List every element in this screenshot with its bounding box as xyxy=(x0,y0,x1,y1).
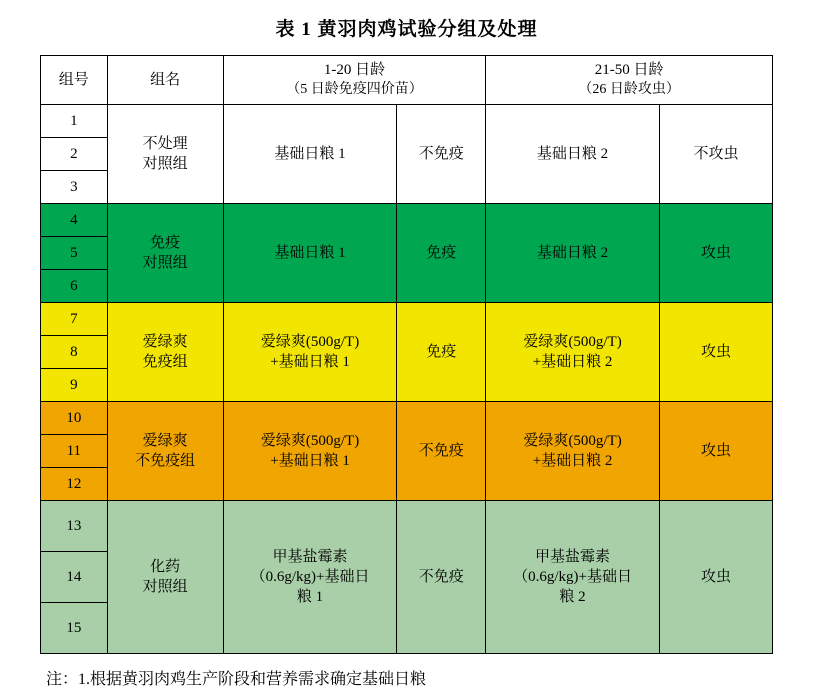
group-name: 不处理 对照组 xyxy=(107,105,223,204)
group-number: 8 xyxy=(41,336,108,369)
table-row xyxy=(41,204,773,237)
table-header xyxy=(41,56,773,105)
phase2-challenge: 不攻虫 xyxy=(659,105,772,204)
phase1-diet: 爱绿爽(500g/T) +基础日粮 1 xyxy=(223,303,397,402)
table-row xyxy=(41,105,773,138)
experiment-design-table xyxy=(40,55,773,654)
table-row xyxy=(41,303,773,336)
phase2-diet: 基础日粮 2 xyxy=(486,105,660,204)
group-number: 13 xyxy=(41,501,108,552)
phase1-immunization: 不免疫 xyxy=(397,105,486,204)
group-name: 爱绿爽 不免疫组 xyxy=(107,402,223,501)
phase1-immunization: 免疫 xyxy=(397,303,486,402)
group-number: 3 xyxy=(41,171,108,204)
phase1-immunization: 不免疫 xyxy=(397,501,486,654)
phase2-subtitle: （26 日龄攻虫） xyxy=(578,81,680,97)
group-name: 免疫 对照组 xyxy=(107,204,223,303)
phase1-immunization: 不免疫 xyxy=(397,402,486,501)
group-number: 10 xyxy=(41,402,108,435)
header-cell-phase1 xyxy=(223,56,486,105)
phase2-challenge: 攻虫 xyxy=(659,402,772,501)
header-cell-group-no: 组号 xyxy=(41,56,108,105)
phase1-diet: 基础日粮 1 xyxy=(223,204,397,303)
table-row xyxy=(41,402,773,435)
header-cell-group-name: 组名 xyxy=(107,56,223,105)
group-number: 2 xyxy=(41,138,108,171)
phase2-challenge: 攻虫 xyxy=(659,501,772,654)
phase1-diet: 甲基盐霉素 （0.6g/kg)+基础日 粮 1 xyxy=(223,501,397,654)
phase2-challenge: 攻虫 xyxy=(659,303,772,402)
phase2-challenge: 攻虫 xyxy=(659,204,772,303)
page-title: 表 1 黄羽肉鸡试验分组及处理 xyxy=(275,19,538,40)
group-number: 9 xyxy=(41,369,108,402)
table-body xyxy=(41,105,773,654)
phase2-diet: 爱绿爽(500g/T) +基础日粮 2 xyxy=(486,402,660,501)
table-note: 注：1.根据黄羽肉鸡生产阶段和营养需求确定基础日粮 xyxy=(46,671,427,688)
group-number: 5 xyxy=(41,237,108,270)
group-number: 6 xyxy=(41,270,108,303)
header-cell-phase2 xyxy=(486,56,773,105)
phase1-diet: 爱绿爽(500g/T) +基础日粮 1 xyxy=(223,402,397,501)
phase2-diet: 爱绿爽(500g/T) +基础日粮 2 xyxy=(486,303,660,402)
table-row xyxy=(41,501,773,552)
phase2-diet: 甲基盐霉素 （0.6g/kg)+基础日 粮 2 xyxy=(486,501,660,654)
group-number: 1 xyxy=(41,105,108,138)
phase1-diet: 基础日粮 1 xyxy=(223,105,397,204)
group-name: 化药 对照组 xyxy=(107,501,223,654)
group-number: 7 xyxy=(41,303,108,336)
group-name: 爱绿爽 免疫组 xyxy=(107,303,223,402)
phase1-subtitle: （5 日龄免疫四价苗） xyxy=(286,81,423,97)
group-number: 11 xyxy=(41,435,108,468)
phase1-immunization: 免疫 xyxy=(397,204,486,303)
phase2-diet: 基础日粮 2 xyxy=(486,204,660,303)
phase1-title: 1-20 日龄 xyxy=(323,62,386,79)
group-number: 12 xyxy=(41,468,108,501)
group-number: 14 xyxy=(41,552,108,603)
phase2-title: 21-50 日龄 xyxy=(594,62,664,79)
group-number: 15 xyxy=(41,603,108,654)
group-number: 4 xyxy=(41,204,108,237)
